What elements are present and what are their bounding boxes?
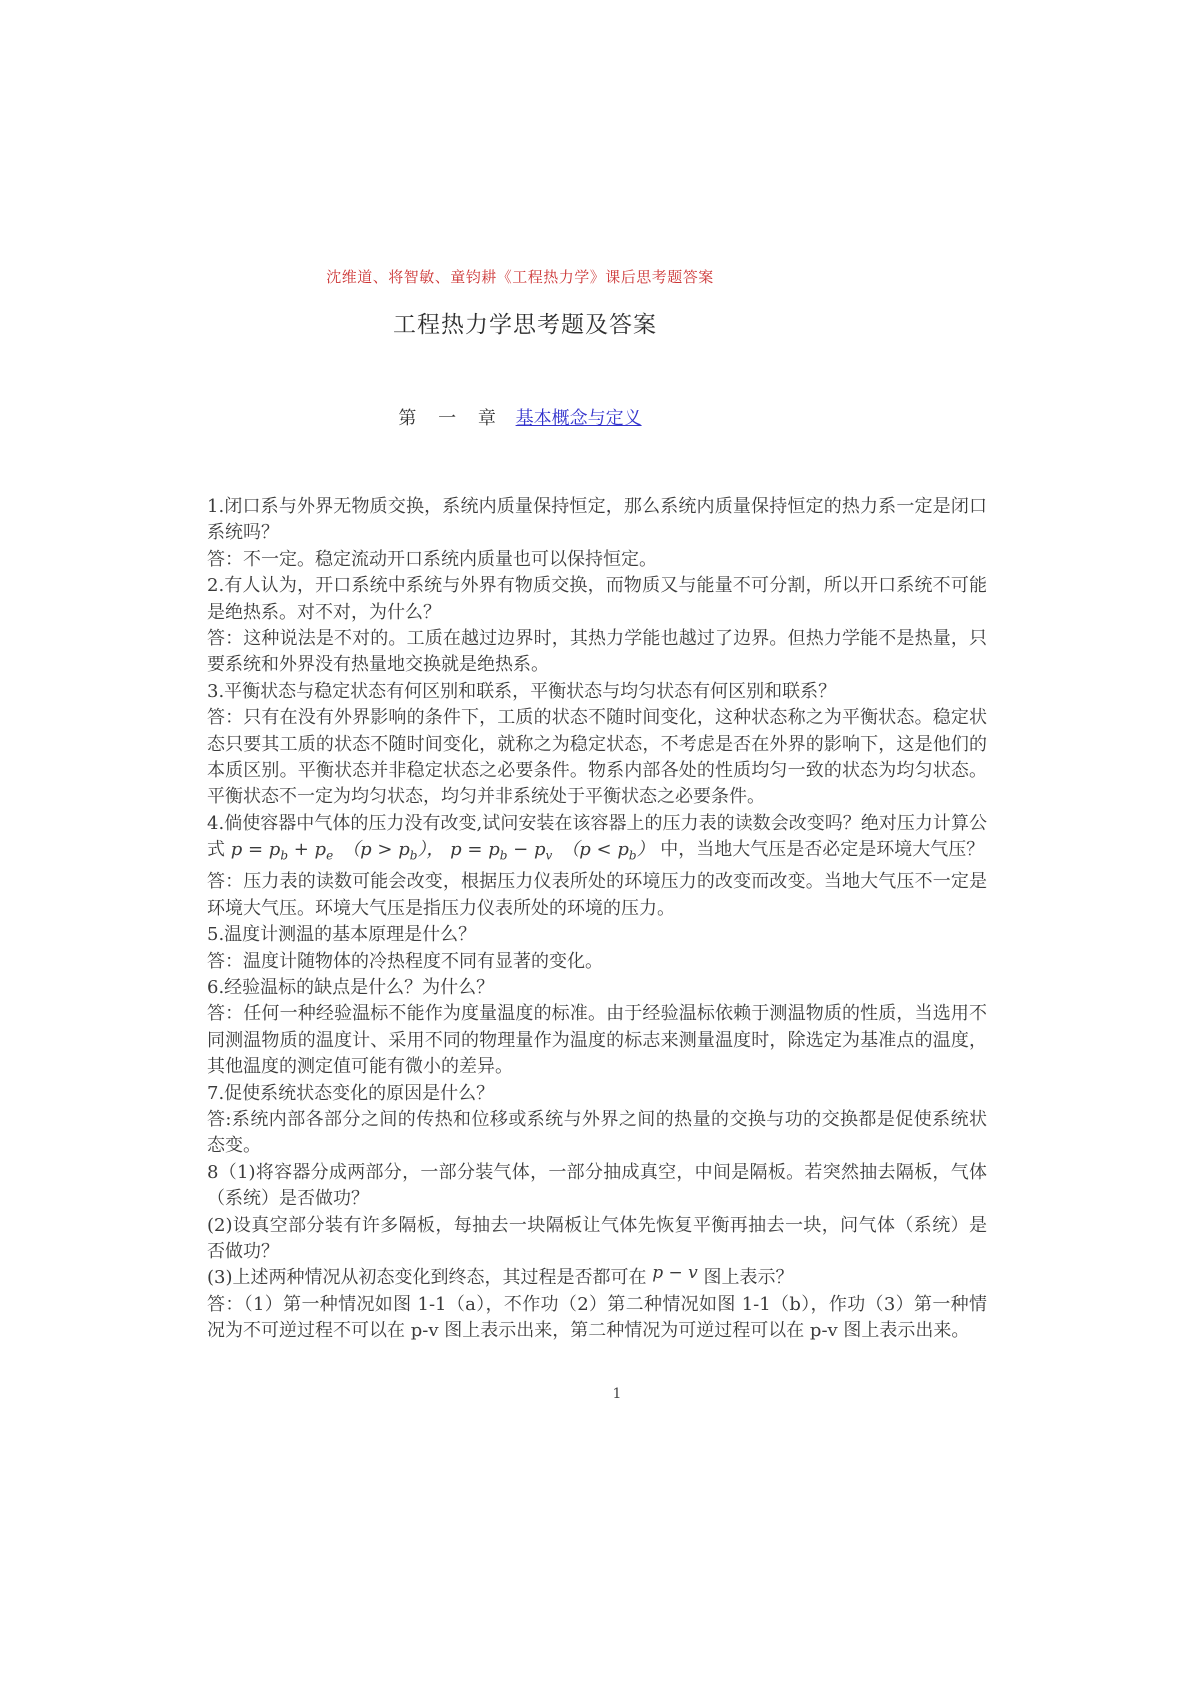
question-5: 5.温度计测温的基本原理是什么？ [207, 924, 477, 946]
answer-8: 答：（1）第一种情况如图 1-1（a），不作功（2）第二种情况如图 1-1（b），作功（3）第一种情况为不可逆过程不可以在 p-v 图上表示出来，第二种情况为可逆过程可以在 p-v 图上表示出来。 [207, 1293, 987, 1342]
question-8-part-3 [207, 1265, 987, 1291]
question-8-part-1: 8（1)将容器分成两部分，一部分装气体，一部分抽成真空，中间是隔板。若突然抽去隔板，气体（系统）是否做功？ [207, 1161, 987, 1210]
question-7: 7.促使系统状态变化的原因是什么？ [207, 1082, 495, 1104]
question-8-part-2: (2)设真空部分装有许多隔板，每抽去一块隔板让气体先恢复平衡再抽去一块，问气体（系统）是否做功？ [207, 1214, 987, 1262]
pv-diagram-notation: p − v [652, 1263, 698, 1284]
document-source-note: 沈维道、将智敏、童钧耕《工程热力学》课后思考题答案 [326, 268, 714, 286]
question-1: 1.闭口系与外界无物质交换，系统内质量保持恒定，那么系统内质量保持恒定的热力系一定是闭口系统吗？ [207, 496, 987, 544]
answer-4: 答：压力表的读数可能会改变，根据压力仪表所处的环境压力的改变而改变。当地大气压不一定是环境大气压。环境大气压是指压力仪表所处的环境的压力。 [207, 871, 987, 919]
answer-2: 答：这种说法是不对的。工质在越过边界时，其热力学能也越过了边界。但热力学能不是热量，只要系统和外界没有热量地交换就是绝热系。 [207, 628, 987, 676]
question-4 [207, 811, 987, 869]
page-number: 1 [612, 1386, 622, 1402]
question-3: 3.平衡状态与稳定状态有何区别和联系，平衡状态与均匀状态有何区别和联系？ [207, 680, 837, 702]
chapter-number: 第 一 章 [398, 408, 504, 429]
answer-3: 答：只有在没有外界影响的条件下，工质的状态不随时间变化，这种状态称之为平衡状态。稳定状态只要其工质的状态不随时间变化，就称之为稳定状态，不考虑是否在外界的影响下，这是他们的本质区别。平衡状态并非稳定状态之必要条件。物系内部各处的性质均匀一致的状态为均匀状态。平衡状态不一定为均匀状态，均匀并非系统处于平衡状态之必要条件。 [207, 707, 987, 808]
chapter-heading [0, 404, 1040, 430]
answer-1: 答：不一定。稳定流动开口系统内质量也可以保持恒定。 [207, 548, 657, 570]
pressure-formula: $p = p_b + p_e$ $(p > p_b)$， $p = p_b - p_v$ $(p < p_b)$ [230, 839, 655, 863]
answer-7: 答:系统内部各部分之间的传热和位移或系统与外界之间的热量的交换与功的交换都是促使系统状态变。 [207, 1108, 987, 1157]
page-title: 工程热力学思考题及答案 [393, 312, 657, 338]
answer-5: 答：温度计随物体的冷热程度不同有显著的变化。 [207, 950, 603, 972]
question-2: 2.有人认为，开口系统中系统与外界有物质交换，而物质又与能量不可分割，所以开口系统不可能是绝热系。对不对，为什么？ [207, 575, 987, 623]
question-4-text-before: 4.倘使容器中气体的压力没有改变,试问安装在该容器上的压力表的读数会改变吗？绝对压力计算公式 [207, 812, 987, 861]
answer-6: 答：任何一种经验温标不能作为度量温度的标准。由于经验温标依赖于测温物质的性质，当选用不同测温物质的温度计、采用不同的物理量作为温度的标志来测量温度时，除选定为基准点的温度，其他温度的测定值可能有微小的差异。 [207, 1003, 987, 1078]
chapter-link[interactable]: 基本概念与定义 [515, 408, 642, 429]
document-body [207, 494, 987, 1345]
question-6: 6.经验温标的缺点是什么？为什么？ [207, 976, 495, 998]
question-8-part-3-text-before: (3)上述两种情况从初态变化到终态，其过程是否都可在 [207, 1267, 653, 1289]
question-8-part-3-text-after: 图上表示？ [703, 1267, 794, 1289]
question-4-text-after: 中，当地大气压是否必定是环境大气压？ [660, 839, 985, 861]
